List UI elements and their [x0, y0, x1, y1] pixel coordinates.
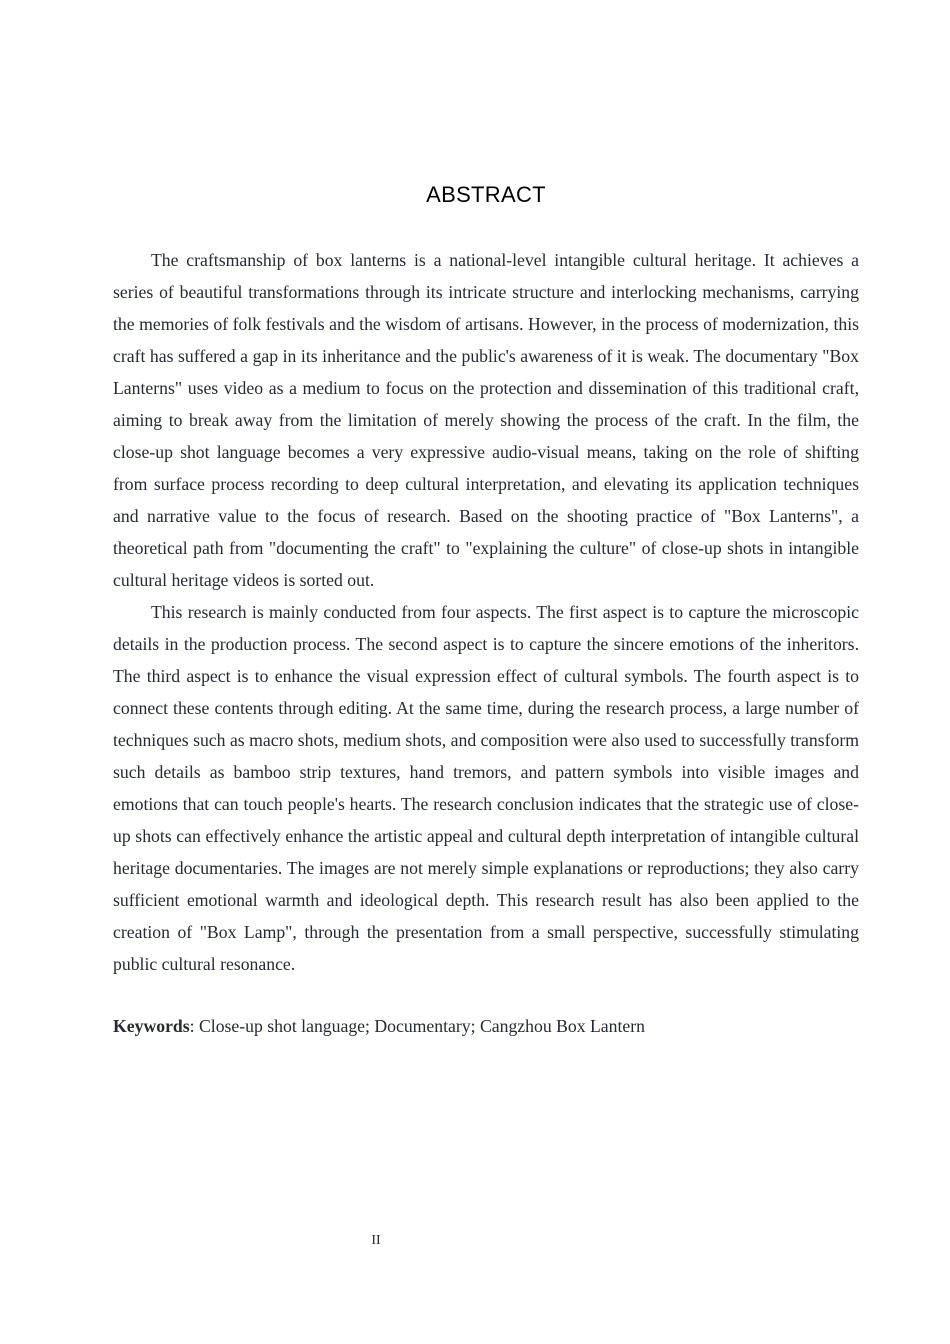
keywords-line	[113, 1010, 859, 1042]
keywords-label: Keywords	[113, 1016, 190, 1036]
page-number: II	[371, 1233, 381, 1248]
abstract-paragraph-1: The craftsmanship of box lanterns is a national-level intangible cultural heritage. It achieves a series of beautiful transformations through its intricate structure and interlocking mechanisms, carrying the memories of folk festivals and the wisdom of artisans. However, in the process of modernization, this craft has suffered a gap in its inheritance and the public's awareness of it is weak. The documentary "Box Lanterns" uses video as a medium to focus on the protection and dissemination of this traditional craft, aiming to break away from the limitation of merely showing the process of the craft. In the film, the close-up shot language becomes a very expressive audio-visual means, taking on the role of shifting from surface process recording to deep cultural interpretation, and elevating its application techniques and narrative value to the focus of research. Based on the shooting practice of "Box Lanterns", a theoretical path from "documenting the craft" to "explaining the culture" of close-up shots in intangible cultural heritage videos is sorted out.	[113, 250, 859, 590]
abstract-paragraph-2: This research is mainly conducted from four aspects. The first aspect is to capture the microscopic details in the production process. The second aspect is to capture the sincere emotions of the inheritors. The third aspect is to enhance the visual expression effect of cultural symbols. The fourth aspect is to connect these contents through editing. At the same time, during the research process, a large number of techniques such as macro shots, medium shots, and composition were also used to successfully transform such details as bamboo strip textures, hand tremors, and pattern symbols into visible images and emotions that can touch people's hearts. The research conclusion indicates that the strategic use of close-up shots can effectively enhance the artistic appeal and cultural depth interpretation of intangible cultural heritage documentaries. The images are not merely simple explanations or reproductions; they also carry sufficient emotional warmth and ideological depth. This research result has also been applied to the creation of "Box Lamp", through the presentation from a small perspective, successfully stimulating public cultural resonance.	[113, 602, 859, 974]
keywords-value: Close-up shot language; Documentary; Cangzhou Box Lantern	[198, 1016, 645, 1036]
abstract-title: ABSTRACT	[426, 182, 546, 207]
keywords-separator: :	[189, 1016, 199, 1036]
abstract-body	[113, 244, 859, 980]
